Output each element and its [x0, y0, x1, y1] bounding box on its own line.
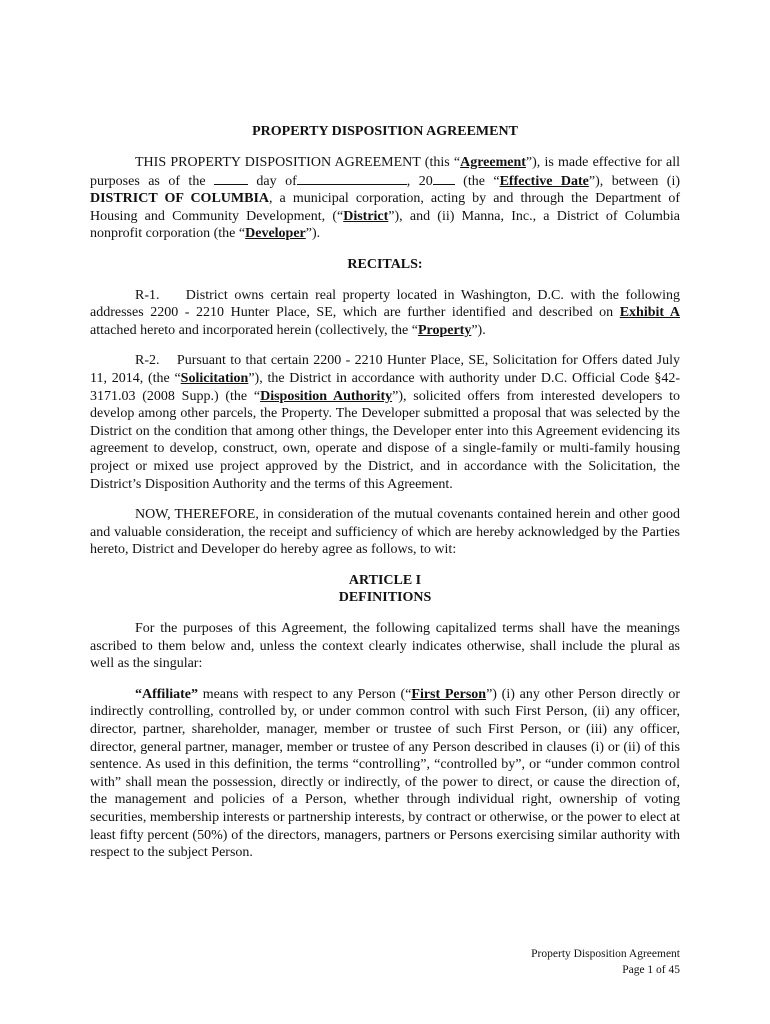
document-title: PROPERTY DISPOSITION AGREEMENT — [252, 124, 518, 139]
intro-text: ”), and (ii) Manna, Inc., a District of Columbia nonprofit corporation (the “ — [90, 208, 680, 242]
property-term: Property — [417, 322, 472, 338]
recital-text: Pursuant to that certain 2200 - 2210 Hunter Place, SE, Solicitation for Offers dated July 11, 2014, (the “ — [90, 353, 681, 386]
definitions-intro: For the purposes of this Agreement, the following capitalized terms shall have the meanings ascribed to them below and, unless the context clearly indicates otherwise, shall include the plural as well as the singular: — [90, 621, 680, 672]
recital-text: ”). — [471, 322, 486, 338]
affiliate-definition — [90, 686, 680, 862]
article-heading: ARTICLE I — [348, 572, 422, 588]
intro-text: (the “ — [454, 173, 500, 189]
article-subheading: DEFINITIONS — [338, 590, 432, 606]
disposition-authority-term: Disposition Authority — [260, 388, 393, 404]
definition-text: ”) (i) any other Person directly or indirectly controlling, controlled by, or under common control with such First Person, (ii) any officer, director, partner, shareholder, manager, member or trustee of such First Person, or (iii) any officer, director, general partner, manager, member or trustee of any Person described in clauses (i) or (ii) of this sentence. As used in this definition, the terms “controlling”, “controlled by”, or “under common control with” shall mean the possession, directly or indirectly, of the power to direct, or cause the direction of, the management and policies of a Person, whether through individual right, ownership of voting securities, membership interests or partnership interests, by contract or otherwise, or the power to elect at least fifty percent (50%) of the directors, managers, partners or Persons exercising similar authority with respect to the subject Person. — [90, 686, 680, 861]
first-person-term: First Person — [411, 686, 487, 702]
year-blank — [433, 172, 455, 185]
intro-text: day of — [247, 173, 297, 189]
developer-term: Developer — [245, 226, 306, 242]
district-name: DISTRICT OF COLUMBIA — [90, 191, 270, 207]
recital-2 — [90, 352, 680, 493]
intro-text: , a municipal corporation, acting by and through the Department of Housing and Community Development, (“ — [90, 191, 680, 224]
solicitation-term: Solicitation — [180, 370, 249, 386]
agreement-term: Agreement — [460, 155, 526, 170]
page-footer — [531, 946, 680, 978]
recital-text: ”), the District in accordance with authority under D.C. Official Code §42-3171.03 (2008 Supp.) (the “ — [90, 370, 680, 404]
recital-text: attached hereto and incorporated herein (collectively, the “ — [90, 322, 418, 338]
recitals-heading: RECITALS: — [347, 256, 423, 272]
footer-document-name: Property Disposition Agreement — [531, 948, 680, 960]
footer-page-number: Page 1 of 45 — [622, 964, 680, 976]
exhibit-a-reference: Exhibit A — [619, 305, 680, 321]
intro-text: ”), between (i) — [588, 173, 681, 189]
month-blank — [297, 172, 407, 185]
intro-text: ”), is made effective for all purposes as of the — [90, 155, 681, 189]
intro-text: , 20 — [406, 173, 433, 189]
affiliate-term: “Affiliate” — [135, 686, 198, 702]
intro-paragraph — [90, 154, 680, 243]
recital-label: R-1. — [135, 287, 160, 303]
now-therefore-paragraph: NOW, THEREFORE, in consideration of the mutual covenants contained herein and other good and valuable consideration, the receipt and sufficiency of which are hereby acknowledged by the Parties hereto, District and Developer do hereby agree as follows, to wit: — [90, 507, 680, 558]
district-term: District — [343, 208, 389, 224]
effective-date-term: Effective Date — [499, 173, 589, 189]
recital-1 — [90, 287, 680, 340]
definition-text: means with respect to any Person (“ — [197, 686, 412, 702]
recital-label: R-2. — [135, 353, 160, 369]
day-blank — [214, 172, 248, 185]
intro-text: THIS PROPERTY DISPOSITION AGREEMENT (this “ — [135, 155, 461, 170]
recital-text: District owns certain real property located in Washington, D.C. with the following addresses 2200 - 2210 Hunter Place, SE, which are further identified and described on — [90, 287, 680, 321]
intro-text: ”). — [305, 226, 321, 242]
recital-text: ”), solicited offers from interested developers to develop among other parcels, the Property. The Developer submitted a proposal that was selected by the District on the condition that among other things, the Developer enter into this Agreement evidencing its agreement to develop, construct, own, operate and dispose of a single-family or multi-family housing project or mixed use project approved by the District, and in accordance with the Solicitation, the District’s Disposition Authority and the terms of this Agreement. — [90, 388, 681, 492]
document-page — [90, 124, 680, 862]
